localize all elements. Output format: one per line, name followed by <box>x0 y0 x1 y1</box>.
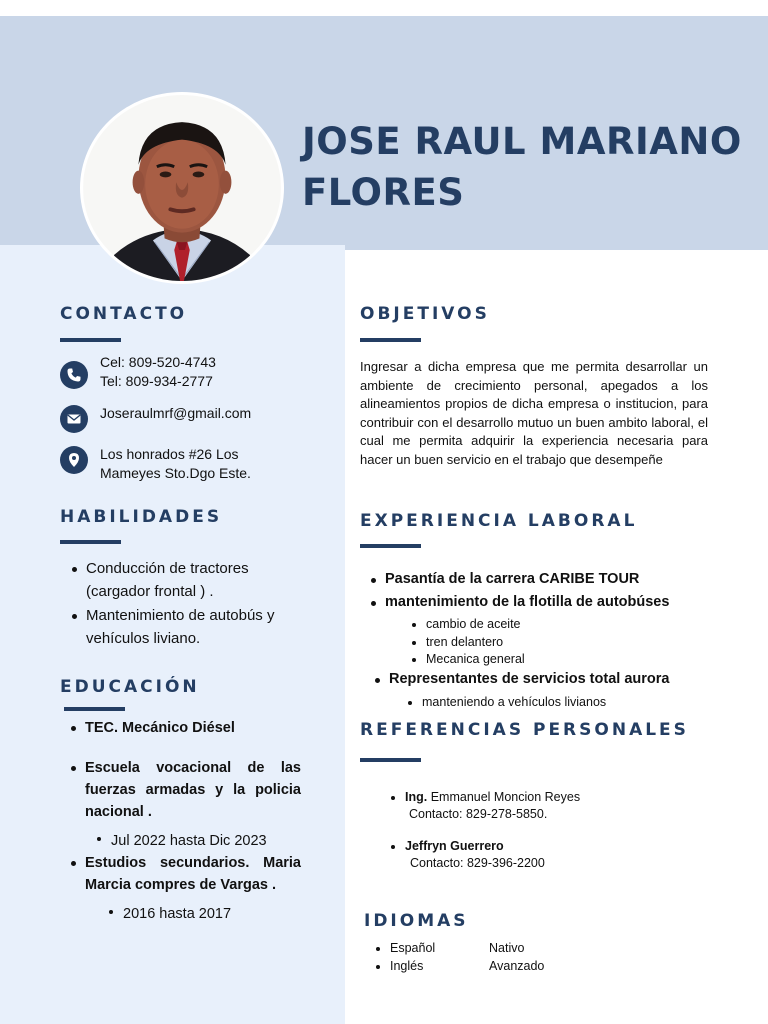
list-item: Mecanica general <box>410 651 700 669</box>
references-list <box>389 789 689 806</box>
experience-heading: EXPERIENCIA LABORAL <box>360 511 638 531</box>
objectives-heading: OBJETIVOS <box>360 304 490 324</box>
list-item: mantenimiento de la flotilla de autobúses <box>369 591 709 614</box>
experience-list <box>373 668 713 691</box>
list-item: Mantenimiento de autobús y vehículos liviano. <box>70 604 300 650</box>
language-level: Avanzado <box>489 958 545 973</box>
references-list <box>389 838 689 855</box>
objectives-rule <box>360 338 421 342</box>
education-date-list <box>107 903 297 925</box>
list-item: Pasantía de la carrera CARIBE TOUR <box>369 568 709 591</box>
list-item: manteniendo a vehículos livianos <box>406 694 696 712</box>
education-heading: EDUCACIÓN <box>60 677 200 697</box>
references-rule <box>360 758 421 762</box>
list-item: tren delantero <box>410 634 700 652</box>
list-item: TEC. Mecánico Diésel <box>69 717 301 739</box>
languages-list <box>374 940 544 975</box>
languages-heading: IDIOMAS <box>364 911 469 931</box>
skills-heading: HABILIDADES <box>60 507 223 527</box>
education-list <box>69 757 301 823</box>
list-item: cambio de aceite <box>410 616 700 634</box>
language-level: Nativo <box>489 941 525 955</box>
objective-text: Ingresar a dicha empresa que me permita desarrollar un ambiente de crecimiento personal, apegados a los alineamientos propios de dicha empresa o institucion, para contribuir con el desarrollo mutuo un buen ambito laboral, el cual me permita adquirir la experiencia necesaria para hacer un buen servicio en el trabajo que desempeñe <box>360 359 708 467</box>
contact-rule <box>60 338 121 342</box>
experience-list <box>369 568 709 614</box>
list-item: Jul 2022 hasta Dic 2023 <box>95 830 295 852</box>
contact-heading: CONTACTO <box>60 304 188 324</box>
experience-task-list <box>410 616 700 669</box>
address-line-2: Mameyes Sto.Dgo Este. <box>100 465 251 481</box>
language-row <box>374 958 544 976</box>
list-item <box>389 789 689 806</box>
reference-name: Emmanuel Moncion Reyes <box>430 790 581 804</box>
cel-number: Cel: 809-520-4743 <box>100 354 216 370</box>
phone-icon <box>60 361 88 389</box>
education-rule <box>64 707 125 711</box>
education-list <box>69 717 301 739</box>
mail-icon <box>60 405 88 433</box>
reference-name: Jeffryn Guerrero <box>389 838 689 855</box>
education-list <box>69 852 301 896</box>
references-heading: REFERENCIAS PERSONALES <box>360 720 689 740</box>
reference-contact: Contacto: 829-278-5850. <box>409 807 548 821</box>
reference-contact: Contacto: 829-396-2200 <box>410 856 545 870</box>
skills-list <box>70 557 300 651</box>
skills-rule <box>60 540 121 544</box>
list-item: Estudios secundarios. Maria Marcia compres de Vargas . <box>69 852 301 896</box>
language-name: Español <box>390 941 436 955</box>
tel-number: Tel: 809-934-2777 <box>100 373 213 389</box>
experience-task-list <box>406 694 696 712</box>
experience-rule <box>360 544 421 548</box>
email-address: Joseraulmrf@gmail.com <box>100 405 252 421</box>
language-row <box>374 940 544 958</box>
list-item: Conducción de tractores (cargador frontal ) . <box>70 557 300 603</box>
language-name: Inglés <box>390 958 424 973</box>
location-pin-icon <box>60 446 88 474</box>
reference-title: Ing. <box>405 790 428 804</box>
education-date-list <box>95 830 295 852</box>
candidate-name: JOSE RAUL MARIANO FLORES <box>302 120 742 214</box>
list-item: Representantes de servicios total aurora <box>373 668 713 691</box>
address-line-1: Los honrados #26 Los <box>100 446 239 462</box>
profile-photo <box>80 92 284 284</box>
list-item: 2016 hasta 2017 <box>107 903 297 925</box>
list-item: Escuela vocacional de las fuerzas armadas y la policia nacional . <box>69 757 301 823</box>
